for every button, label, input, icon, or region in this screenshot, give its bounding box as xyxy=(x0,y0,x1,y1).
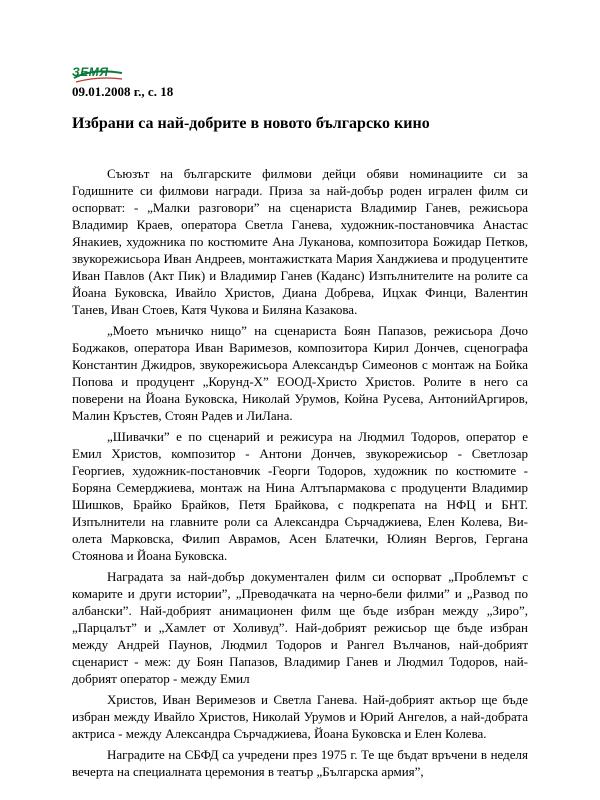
logo-text: ЗЕМЯ xyxy=(72,65,109,79)
newspaper-logo xyxy=(72,64,124,86)
paragraph: Наградите на СБФД са учредени през 1975 г. Те ще бъдат връчени в неделя вечерта на специалната церемония в театър „Българска армия”, xyxy=(72,747,528,779)
paragraph: Съюзът на българските филмови дейци обяви номинациите си за Годишните си филмови награди. Приза за най-добър роден игрален филм си оспорват: - „Малки разговори” на сценариста Владимир Ганев, режисьора Владимир Краев, оператора Светла Ганева, художник-постановчика Анастас Янакиев, художника по костюмите Ана Луканова, композитора Божидар Петков, звукорежисьора Иван Андреев, монтажистката Мария Ханджиева и продуцентите Иван Павлов (Акт Пик) и Владимир Ганев (Каданс) Изпълнителите на ролите са Йоана Буковска, Ивайло Христов, Диана Добрева, Ицхак Финци, Валентин Танев, Иван Стоев, Катя Чукова и Биляна Казакова. xyxy=(72,166,528,317)
article-title: Избрани са най-добрите в новото българско кино xyxy=(72,115,430,132)
paragraph: „Шивачки” е по сценарий и режисура на Людмил Тодоров, оператор е Емил Христов, композитор - Антони Дончев, звукорежисьор - Светлозар Георгиев, художник-постановчик -Георги Тодоров, художник по костюмите - Боряна Семерджиева, монтаж на Нина Алтъпармакова с продуценти Владимир Шишков, Брайко Брайков, Петя Брайкова, с подкрепата на НФЦ и БНТ. Изпълнители на главните роли са Александра Сърчаджиева, Елен Колева, Ви-олета Марковска, Филип Аврамов, Асен Блатечки, Юлиян Вергов, Гергана Стоянова и Йоана Буковска. xyxy=(72,429,528,563)
paragraph: Наградата за най-добър документален филм си оспорват „Проблемът с комарите и други истории”, „Преводачката на черно-бели филми” и „Развод по албански”. Най-добрият анимационен филм ще бъде избран между „Зиро”, „Парцалът” и „Хамлет от Холивуд”. Най-добрият режисьор ще бъде избран между Андрей Паунов, Людмил Тодоров и Рангел Вълчанов, най-добрият сценарист - меж: ду Боян Папазов, Владимир Ганев и Людмил Тодоров, най-добрият оператор - между Емил xyxy=(72,569,528,686)
paragraph: „Моето мъничко нищо” на сценариста Боян Папазов, режисьора Дочо Боджаков, оператора Иван Варимезов, композитора Кирил Дончев, сценографа Константин Джидров, звукорежисьора Александър Симеонов с монтаж на Бойка Попова и продуцент „Корунд-Х” ЕООД-Христо Христов. Ролите в него са поверени на Йоана Буковска, Николай Урумов, Койна Русева, АнтонийАргиров, Малин Кръстев, Стоян Радев и ЛиЛана. xyxy=(72,323,528,423)
paragraph: Христов, Иван Веримезов и Светла Ганева. Най-добрият актьор ще бъде избран между Ивайло Христов, Николай Урумов и Юрий Ангелов, а най-добрата актриса - между Александра Сърчаджиева, Йоана Буковска и Елен Колева. xyxy=(72,692,528,741)
article-body xyxy=(72,165,528,784)
publication-date: 09.01.2008 г., с. 18 xyxy=(72,84,174,99)
